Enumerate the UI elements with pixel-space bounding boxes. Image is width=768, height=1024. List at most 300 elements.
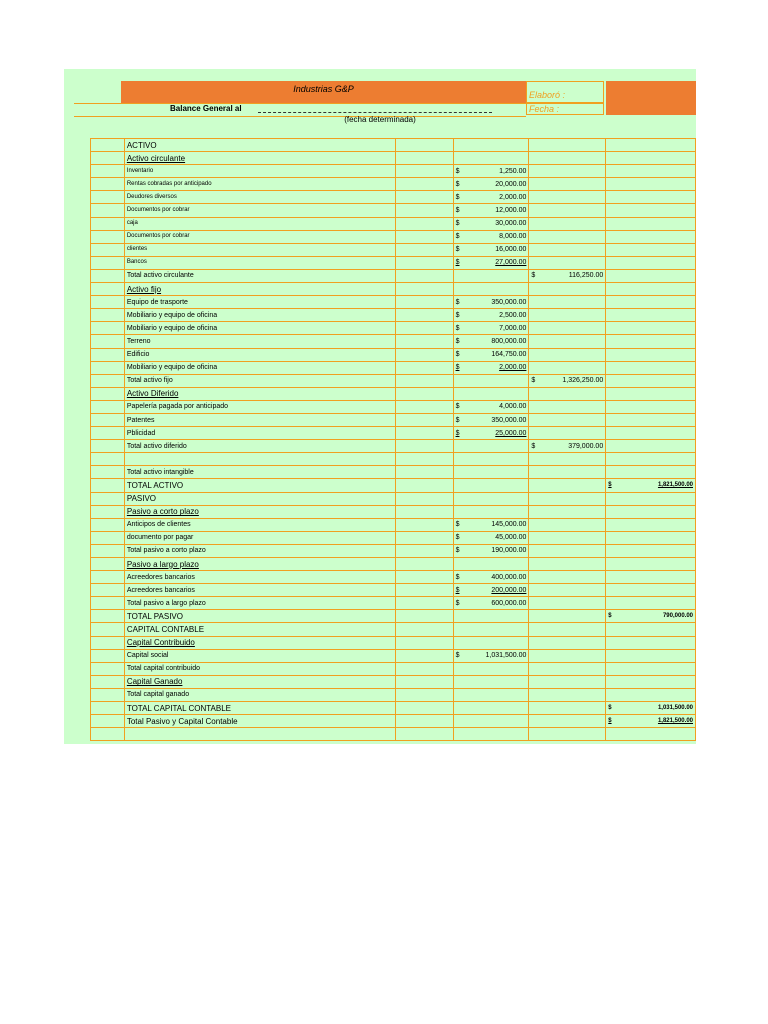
empty-cell[interactable] [395, 309, 453, 322]
row-margin-cell[interactable] [91, 335, 125, 348]
empty-cell[interactable] [395, 702, 453, 715]
empty-cell[interactable] [395, 269, 453, 282]
detail-amount-cell[interactable] [453, 348, 529, 361]
total-amount-cell[interactable] [606, 544, 696, 557]
subtotal-amount-cell[interactable] [529, 623, 606, 636]
subtotal-amount-cell[interactable] [529, 256, 606, 269]
total-amount-cell[interactable] [606, 217, 696, 230]
detail-amount-cell[interactable] [453, 688, 529, 701]
empty-cell[interactable] [395, 453, 453, 466]
account-label-cell[interactable] [124, 165, 395, 178]
subtotal-amount-cell[interactable] [529, 191, 606, 204]
detail-amount-cell[interactable] [453, 715, 529, 728]
amount-value: 25,000.00 [495, 429, 527, 437]
empty-cell[interactable] [395, 662, 453, 675]
total-amount-cell[interactable] [606, 139, 696, 152]
empty-cell[interactable] [395, 348, 453, 361]
account-label-cell[interactable] [124, 702, 395, 715]
empty-cell[interactable] [395, 505, 453, 518]
empty-cell[interactable] [395, 610, 453, 623]
company-title-cell[interactable]: Industrias G&P [121, 81, 526, 103]
row-margin-cell[interactable] [91, 597, 125, 610]
account-label-cell[interactable] [124, 610, 395, 623]
detail-amount-cell[interactable] [453, 139, 529, 152]
row-margin-cell[interactable] [91, 230, 125, 243]
row-margin-cell[interactable] [91, 178, 125, 191]
row-margin-cell[interactable] [91, 715, 125, 728]
subtotal-amount-cell[interactable] [529, 649, 606, 662]
subtotal-amount-cell[interactable] [529, 479, 606, 492]
subtotal-amount-cell[interactable] [529, 453, 606, 466]
total-amount-cell[interactable] [606, 662, 696, 675]
account-label-cell[interactable] [124, 649, 395, 662]
total-amount-cell[interactable] [606, 230, 696, 243]
total-amount-cell[interactable] [606, 322, 696, 335]
amount-value: 379,000.00 [568, 442, 604, 450]
account-label-cell[interactable] [124, 584, 395, 597]
row-margin-cell[interactable] [91, 662, 125, 675]
empty-cell[interactable] [395, 492, 453, 505]
account-label-cell[interactable] [124, 374, 395, 387]
subtotal-amount-cell[interactable] [529, 374, 606, 387]
account-label-cell[interactable] [124, 558, 395, 571]
detail-amount-cell[interactable] [453, 387, 529, 400]
row-margin-cell[interactable] [91, 610, 125, 623]
empty-cell[interactable] [395, 256, 453, 269]
detail-amount-cell[interactable] [453, 309, 529, 322]
account-label-cell[interactable] [124, 492, 395, 505]
account-label-cell[interactable] [124, 230, 395, 243]
empty-cell[interactable] [395, 335, 453, 348]
currency-symbol: $ [455, 193, 460, 201]
total-amount-cell[interactable] [606, 204, 696, 217]
subtotal-amount-cell[interactable] [529, 269, 606, 282]
account-label-cell[interactable] [124, 296, 395, 309]
total-amount-cell[interactable] [606, 702, 696, 715]
row-margin-cell[interactable] [91, 387, 125, 400]
account-label-cell[interactable] [124, 728, 395, 741]
empty-cell[interactable] [395, 636, 453, 649]
amount-value: 790,000.00 [662, 612, 693, 619]
total-amount-cell[interactable] [606, 571, 696, 584]
subtotal-amount-cell[interactable] [529, 230, 606, 243]
subtotal-amount-cell[interactable] [529, 466, 606, 479]
total-amount-cell[interactable] [606, 243, 696, 256]
elaboro-value-cell[interactable] [606, 81, 696, 103]
detail-amount-cell[interactable] [453, 453, 529, 466]
detail-amount-cell[interactable] [453, 230, 529, 243]
empty-cell[interactable] [395, 649, 453, 662]
subtotal-amount-cell[interactable] [529, 283, 606, 296]
detail-amount-cell[interactable] [453, 505, 529, 518]
subtotal-amount-cell[interactable] [529, 400, 606, 413]
row-margin-cell[interactable] [91, 361, 125, 374]
empty-cell[interactable] [395, 466, 453, 479]
detail-amount-cell[interactable] [453, 165, 529, 178]
total-amount-cell[interactable] [606, 728, 696, 741]
total-amount-cell[interactable] [606, 688, 696, 701]
row-margin-cell[interactable] [91, 152, 125, 165]
subtotal-amount-cell[interactable] [529, 348, 606, 361]
row-margin-cell[interactable] [91, 728, 125, 741]
detail-amount-cell[interactable] [453, 322, 529, 335]
account-label-cell[interactable] [124, 623, 395, 636]
empty-cell[interactable] [395, 688, 453, 701]
row-margin-cell[interactable] [91, 269, 125, 282]
account-label-cell[interactable] [124, 361, 395, 374]
total-amount-cell[interactable] [606, 152, 696, 165]
row-margin-cell[interactable] [91, 558, 125, 571]
empty-cell[interactable] [395, 230, 453, 243]
total-amount-cell[interactable] [606, 413, 696, 426]
subtotal-amount-cell[interactable] [529, 204, 606, 217]
account-label-cell[interactable] [124, 675, 395, 688]
empty-cell[interactable] [395, 400, 453, 413]
total-amount-cell[interactable] [606, 675, 696, 688]
detail-amount-cell[interactable] [453, 466, 529, 479]
detail-amount-cell[interactable] [453, 361, 529, 374]
row-margin-cell[interactable] [91, 322, 125, 335]
row-margin-cell[interactable] [91, 505, 125, 518]
account-label-cell[interactable] [124, 544, 395, 557]
account-label-cell[interactable] [124, 466, 395, 479]
subtotal-amount-cell[interactable] [529, 702, 606, 715]
row-margin-cell[interactable] [91, 675, 125, 688]
subtotal-amount-cell[interactable] [529, 662, 606, 675]
row-margin-cell[interactable] [91, 256, 125, 269]
row-margin-cell[interactable] [91, 466, 125, 479]
detail-amount-cell[interactable] [453, 269, 529, 282]
empty-cell[interactable] [395, 387, 453, 400]
account-label-cell[interactable] [124, 531, 395, 544]
account-label-cell[interactable] [124, 518, 395, 531]
subtotal-amount-cell[interactable] [529, 217, 606, 230]
subtotal-amount-cell[interactable] [529, 139, 606, 152]
detail-amount-cell[interactable] [453, 597, 529, 610]
detail-amount-cell[interactable] [453, 623, 529, 636]
total-amount-cell[interactable] [606, 466, 696, 479]
detail-amount-cell[interactable] [453, 204, 529, 217]
total-amount-cell[interactable] [606, 348, 696, 361]
total-amount-cell[interactable] [606, 505, 696, 518]
subtotal-amount-cell[interactable] [529, 597, 606, 610]
account-label-cell[interactable] [124, 662, 395, 675]
account-label-cell[interactable] [124, 283, 395, 296]
subtotal-amount-cell[interactable] [529, 531, 606, 544]
account-label-cell[interactable] [124, 191, 395, 204]
account-label-cell[interactable] [124, 243, 395, 256]
row-margin-cell[interactable] [91, 191, 125, 204]
account-label-cell[interactable] [124, 479, 395, 492]
detail-amount-cell[interactable] [453, 178, 529, 191]
subtotal-amount-cell[interactable] [529, 505, 606, 518]
row-margin-cell[interactable] [91, 544, 125, 557]
total-amount-cell[interactable] [606, 296, 696, 309]
total-amount-cell[interactable] [606, 636, 696, 649]
subtotal-amount-cell[interactable] [529, 728, 606, 741]
total-amount-cell[interactable] [606, 309, 696, 322]
row-margin-cell[interactable] [91, 649, 125, 662]
total-amount-cell[interactable] [606, 440, 696, 453]
detail-amount-cell[interactable] [453, 217, 529, 230]
account-label-cell[interactable] [124, 400, 395, 413]
subtotal-amount-cell[interactable] [529, 571, 606, 584]
subtotal-amount-cell[interactable] [529, 361, 606, 374]
total-amount-cell[interactable] [606, 361, 696, 374]
account-label-cell[interactable] [124, 440, 395, 453]
account-label-cell[interactable] [124, 217, 395, 230]
empty-cell[interactable] [395, 296, 453, 309]
total-amount-cell[interactable] [606, 479, 696, 492]
total-amount-cell[interactable] [606, 584, 696, 597]
detail-amount-cell[interactable] [453, 374, 529, 387]
total-amount-cell[interactable] [606, 715, 696, 728]
detail-amount-cell[interactable] [453, 531, 529, 544]
account-label-cell[interactable] [124, 139, 395, 152]
detail-amount-cell[interactable] [453, 610, 529, 623]
subtotal-amount-cell[interactable] [529, 296, 606, 309]
empty-cell[interactable] [395, 139, 453, 152]
empty-cell[interactable] [395, 191, 453, 204]
row-margin-cell[interactable] [91, 283, 125, 296]
account-label: Documentos por cobrar [126, 233, 190, 240]
subtotal-amount-cell[interactable] [529, 413, 606, 426]
account-label-cell[interactable] [124, 204, 395, 217]
subtotal-amount-cell[interactable] [529, 636, 606, 649]
row-margin-cell[interactable] [91, 571, 125, 584]
subtotal-amount-cell[interactable] [529, 440, 606, 453]
account-label: Capital Ganado [126, 677, 183, 687]
empty-cell[interactable] [395, 217, 453, 230]
row-margin-cell[interactable] [91, 518, 125, 531]
detail-amount-cell[interactable] [453, 649, 529, 662]
total-amount-cell[interactable] [606, 453, 696, 466]
account-label-cell[interactable] [124, 322, 395, 335]
table-row [91, 466, 696, 479]
subtotal-amount-cell[interactable] [529, 584, 606, 597]
detail-amount-cell[interactable] [453, 191, 529, 204]
detail-amount-cell[interactable] [453, 440, 529, 453]
subtotal-amount-cell[interactable] [529, 165, 606, 178]
fecha-value-cell[interactable] [606, 103, 696, 115]
total-amount-cell[interactable] [606, 178, 696, 191]
subtotal-amount-cell[interactable] [529, 610, 606, 623]
row-margin-cell[interactable] [91, 348, 125, 361]
account-label: Total capital ganado [126, 691, 190, 699]
detail-amount-cell[interactable] [453, 335, 529, 348]
table-row [91, 256, 696, 269]
empty-cell[interactable] [395, 518, 453, 531]
total-amount-cell[interactable] [606, 387, 696, 400]
empty-cell[interactable] [395, 427, 453, 440]
empty-cell[interactable] [395, 479, 453, 492]
row-margin-cell[interactable] [91, 479, 125, 492]
subtotal-amount-cell[interactable] [529, 309, 606, 322]
total-amount-cell[interactable] [606, 269, 696, 282]
account-label-cell[interactable] [124, 636, 395, 649]
row-margin-cell[interactable] [91, 374, 125, 387]
empty-cell[interactable] [395, 243, 453, 256]
total-amount-cell[interactable] [606, 427, 696, 440]
subtotal-amount-cell[interactable] [529, 715, 606, 728]
detail-amount-cell[interactable] [453, 544, 529, 557]
detail-amount-cell[interactable] [453, 400, 529, 413]
account-label-cell[interactable] [124, 688, 395, 701]
row-margin-cell[interactable] [91, 413, 125, 426]
row-margin-cell[interactable] [91, 623, 125, 636]
empty-cell[interactable] [395, 152, 453, 165]
detail-amount-cell[interactable] [453, 702, 529, 715]
table-row [91, 649, 696, 662]
elaboro-cell[interactable]: Elaboró : [526, 81, 604, 103]
detail-amount-cell[interactable] [453, 558, 529, 571]
empty-cell[interactable] [395, 178, 453, 191]
detail-amount-cell[interactable] [453, 256, 529, 269]
row-margin-cell[interactable] [91, 400, 125, 413]
account-label: Capital social [126, 652, 169, 660]
row-margin-cell[interactable] [91, 427, 125, 440]
empty-cell[interactable] [395, 584, 453, 597]
account-label-cell[interactable] [124, 505, 395, 518]
total-amount-cell[interactable] [606, 374, 696, 387]
subtotal-amount-cell[interactable] [529, 675, 606, 688]
subtotal-amount-cell[interactable] [529, 322, 606, 335]
detail-amount-cell[interactable] [453, 584, 529, 597]
account-label-cell[interactable] [124, 348, 395, 361]
detail-amount-cell[interactable] [453, 296, 529, 309]
row-margin-cell[interactable] [91, 296, 125, 309]
row-margin-cell[interactable] [91, 531, 125, 544]
account-label-cell[interactable] [124, 715, 395, 728]
row-margin-cell[interactable] [91, 204, 125, 217]
empty-cell[interactable] [395, 204, 453, 217]
empty-cell[interactable] [395, 531, 453, 544]
total-amount-cell[interactable] [606, 191, 696, 204]
table-row [91, 165, 696, 178]
total-amount-cell[interactable] [606, 597, 696, 610]
total-amount-cell[interactable] [606, 165, 696, 178]
total-amount-cell[interactable] [606, 492, 696, 505]
empty-cell[interactable] [395, 558, 453, 571]
account-label-cell[interactable] [124, 413, 395, 426]
account-label-cell[interactable] [124, 178, 395, 191]
total-amount-cell[interactable] [606, 610, 696, 623]
empty-cell[interactable] [395, 322, 453, 335]
account-label: Pasivo a corto plazo [126, 507, 199, 517]
detail-amount-cell[interactable] [453, 427, 529, 440]
empty-cell[interactable] [395, 374, 453, 387]
empty-cell[interactable] [395, 715, 453, 728]
detail-amount-cell[interactable] [453, 675, 529, 688]
detail-amount-cell[interactable] [453, 152, 529, 165]
subtotal-amount-cell[interactable] [529, 558, 606, 571]
row-margin-cell[interactable] [91, 243, 125, 256]
subtotal-amount-cell[interactable] [529, 387, 606, 400]
detail-amount-cell[interactable] [453, 283, 529, 296]
empty-cell[interactable] [395, 544, 453, 557]
row-margin-cell[interactable] [91, 217, 125, 230]
subtotal-amount-cell[interactable] [529, 544, 606, 557]
total-amount-cell[interactable] [606, 256, 696, 269]
empty-cell[interactable] [395, 728, 453, 741]
subtotal-amount-cell[interactable] [529, 518, 606, 531]
total-amount-cell[interactable] [606, 531, 696, 544]
empty-cell[interactable] [395, 361, 453, 374]
total-amount-cell[interactable] [606, 335, 696, 348]
account-label-cell[interactable] [124, 387, 395, 400]
row-margin-cell[interactable] [91, 165, 125, 178]
empty-cell[interactable] [395, 440, 453, 453]
account-label-cell[interactable] [124, 597, 395, 610]
detail-amount-cell[interactable] [453, 413, 529, 426]
empty-cell[interactable] [395, 283, 453, 296]
account-label-cell[interactable] [124, 152, 395, 165]
empty-cell[interactable] [395, 675, 453, 688]
account-label-cell[interactable] [124, 427, 395, 440]
row-margin-cell[interactable] [91, 492, 125, 505]
row-margin-cell[interactable] [91, 688, 125, 701]
subtotal-amount-cell[interactable] [529, 243, 606, 256]
detail-amount-cell[interactable] [453, 492, 529, 505]
account-label-cell[interactable] [124, 571, 395, 584]
account-label: Acreedores bancarios [126, 573, 195, 581]
row-margin-cell[interactable] [91, 636, 125, 649]
empty-cell[interactable] [395, 413, 453, 426]
subtotal-amount-cell[interactable] [529, 335, 606, 348]
total-amount-cell[interactable] [606, 623, 696, 636]
detail-amount-cell[interactable] [453, 518, 529, 531]
table-row [91, 675, 696, 688]
row-margin-cell[interactable] [91, 440, 125, 453]
currency-symbol: $ [455, 259, 460, 267]
subtotal-amount-cell[interactable] [529, 152, 606, 165]
subtotal-amount-cell[interactable] [529, 427, 606, 440]
table-row [91, 152, 696, 165]
detail-amount-cell[interactable] [453, 728, 529, 741]
empty-cell[interactable] [395, 597, 453, 610]
total-amount-cell[interactable] [606, 400, 696, 413]
subtotal-amount-cell[interactable] [529, 688, 606, 701]
account-label-cell[interactable] [124, 269, 395, 282]
detail-amount-cell[interactable] [453, 243, 529, 256]
account-label-cell[interactable] [124, 453, 395, 466]
row-margin-cell[interactable] [91, 702, 125, 715]
detail-amount-cell[interactable] [453, 479, 529, 492]
total-amount-cell[interactable] [606, 558, 696, 571]
row-margin-cell[interactable] [91, 453, 125, 466]
empty-cell[interactable] [395, 571, 453, 584]
account-label-cell[interactable] [124, 256, 395, 269]
fecha-cell[interactable]: Fecha : [526, 103, 604, 115]
detail-amount-cell[interactable] [453, 662, 529, 675]
detail-amount-cell[interactable] [453, 636, 529, 649]
row-margin-cell[interactable] [91, 139, 125, 152]
amount-value: 2,000.00 [499, 193, 527, 201]
row-margin-cell[interactable] [91, 584, 125, 597]
subtotal-amount-cell[interactable] [529, 492, 606, 505]
account-label-cell[interactable] [124, 335, 395, 348]
empty-cell[interactable] [395, 623, 453, 636]
amount-value: 20,000.00 [495, 180, 527, 188]
subtotal-amount-cell[interactable] [529, 178, 606, 191]
total-amount-cell[interactable] [606, 649, 696, 662]
total-amount-cell[interactable] [606, 518, 696, 531]
detail-amount-cell[interactable] [453, 571, 529, 584]
row-margin-cell[interactable] [91, 309, 125, 322]
total-amount-cell[interactable] [606, 283, 696, 296]
account-label-cell[interactable] [124, 309, 395, 322]
empty-cell[interactable] [395, 165, 453, 178]
